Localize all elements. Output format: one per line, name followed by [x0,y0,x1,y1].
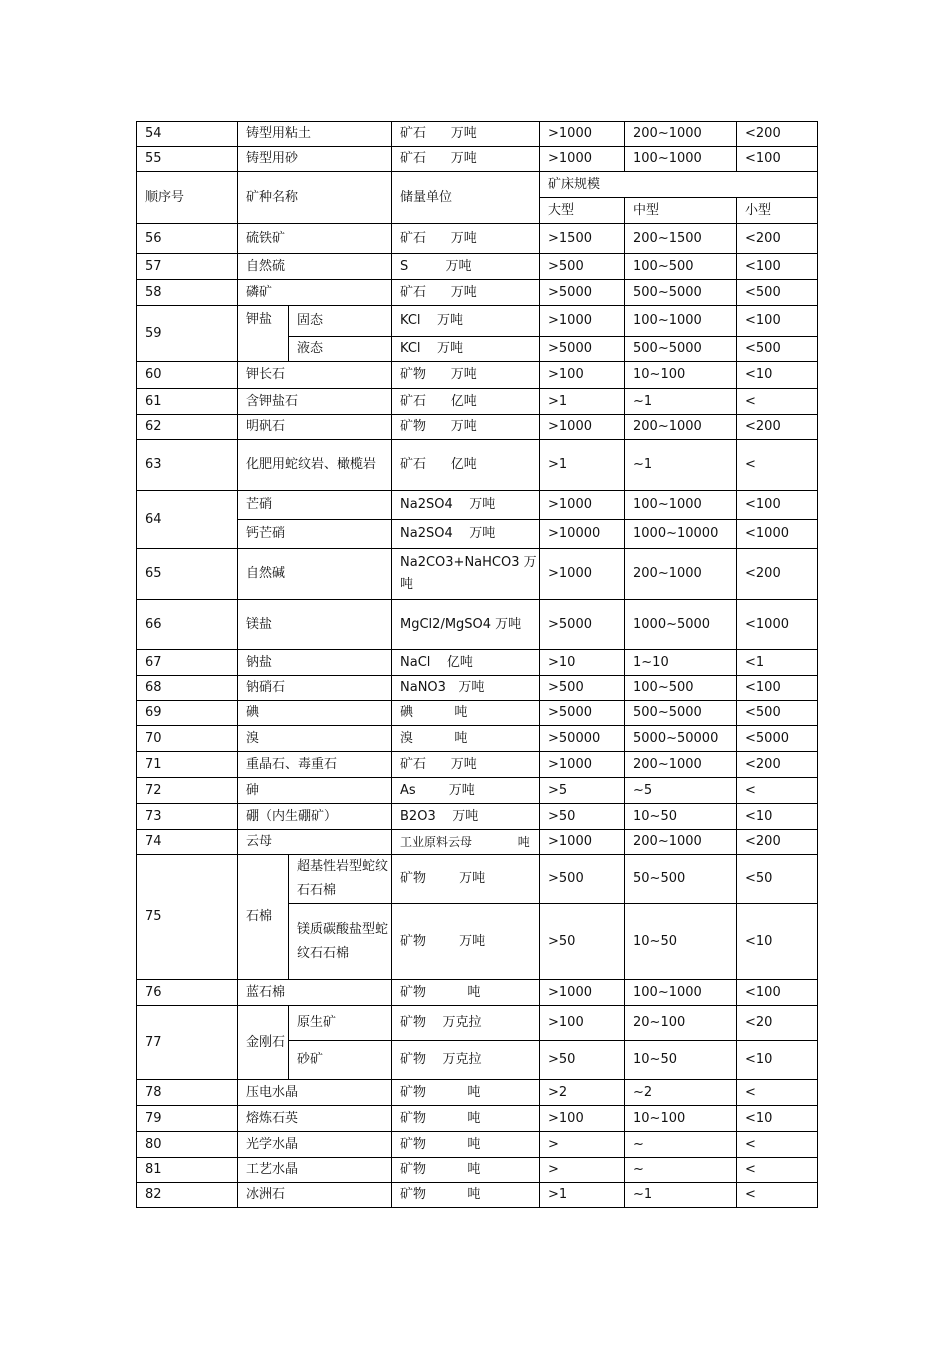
medium-cell: 200~1000 [625,122,737,147]
medium-cell: 5000~50000 [625,726,737,752]
large-cell: >500 [540,676,625,701]
mineral-name-cell: 金刚石 [238,1006,289,1080]
mineral-name-cell: 工艺水晶 [238,1158,392,1183]
large-cell: >500 [540,855,625,904]
unit-cell: Na2SO4 万吨 [392,491,540,520]
sub-type-cell: 砂矿 [289,1041,392,1080]
table-row [137,362,818,389]
table-row [137,224,818,254]
seq-cell: 66 [137,600,238,650]
large-cell: >1000 [540,752,625,778]
header-mineral-name: 矿种名称 [238,172,392,224]
small-cell: <10 [737,804,818,830]
large-cell: >50 [540,1041,625,1080]
unit-cell: 矿物 万吨 [392,904,540,980]
table-row [137,1006,818,1041]
mineral-name-cell: 钾盐 [238,306,289,362]
mineral-name-cell: 化肥用蛇纹岩、橄榄岩 [238,440,392,491]
table-row [137,389,818,415]
small-cell: < [737,440,818,491]
mineral-name-cell: 硼（内生硼矿） [238,804,392,830]
unit-cell: 溴 吨 [392,726,540,752]
table-row [137,778,818,804]
sub-type-cell: 超基性岩型蛇纹石石棉 [289,855,392,904]
large-cell: >1 [540,1183,625,1208]
large-cell: >50 [540,804,625,830]
medium-cell: ~1 [625,440,737,491]
small-cell: <500 [737,701,818,726]
large-cell: >10000 [540,520,625,549]
large-cell: >2 [540,1080,625,1106]
mineral-name-cell: 熔炼石英 [238,1106,392,1132]
table-row [137,726,818,752]
medium-cell: 1000~5000 [625,600,737,650]
seq-cell: 57 [137,254,238,280]
small-cell: <200 [737,549,818,600]
header-small: 小型 [737,198,818,224]
medium-cell: 500~5000 [625,280,737,306]
unit-cell: 矿物 吨 [392,1158,540,1183]
unit-cell: 矿石 亿吨 [392,440,540,491]
large-cell: >50 [540,904,625,980]
table-row [137,650,818,676]
sub-type-cell: 固态 [289,306,392,337]
mineral-name-cell: 蓝石棉 [238,980,392,1006]
small-cell: < [737,1183,818,1208]
medium-cell: 100~1000 [625,306,737,337]
large-cell: >1000 [540,147,625,172]
table-row [137,280,818,306]
medium-cell: ~1 [625,1183,737,1208]
medium-cell: 200~1000 [625,415,737,440]
table-row [137,701,818,726]
unit-cell: 矿物 吨 [392,1132,540,1158]
seq-cell: 74 [137,830,238,855]
small-cell: <200 [737,830,818,855]
table-row [137,147,818,172]
medium-cell: ~2 [625,1080,737,1106]
mineral-name-cell: 明矾石 [238,415,392,440]
seq-cell: 80 [137,1132,238,1158]
medium-cell: 100~500 [625,254,737,280]
large-cell: >50000 [540,726,625,752]
table-row [137,415,818,440]
table-row [137,830,818,855]
table-row [137,1132,818,1158]
sub-type-cell: 液态 [289,337,392,362]
large-cell: >5000 [540,701,625,726]
mineral-name-cell: 含钾盐石 [238,389,392,415]
unit-cell: 矿物 吨 [392,1183,540,1208]
mineral-name-cell: 云母 [238,830,392,855]
unit-cell: 矿物 万吨 [392,415,540,440]
small-cell: <100 [737,980,818,1006]
unit-cell: 矿石 万吨 [392,752,540,778]
small-cell: <200 [737,224,818,254]
small-cell: <200 [737,415,818,440]
small-cell: <50 [737,855,818,904]
large-cell: >1000 [540,415,625,440]
table-row [137,1158,818,1183]
mineral-name-cell: 芒硝 [238,491,392,520]
medium-cell: 200~1500 [625,224,737,254]
unit-cell: 矿石 亿吨 [392,389,540,415]
small-cell: < [737,1132,818,1158]
unit-cell: 矿物 万吨 [392,855,540,904]
unit-cell: 矿物 吨 [392,1080,540,1106]
small-cell: <200 [737,122,818,147]
medium-cell: 200~1000 [625,830,737,855]
unit-cell: 矿物 万克拉 [392,1041,540,1080]
seq-cell: 62 [137,415,238,440]
small-cell: <1 [737,650,818,676]
seq-cell: 69 [137,701,238,726]
header-row [137,172,818,198]
table-row [137,600,818,650]
sub-type-cell: 原生矿 [289,1006,392,1041]
medium-cell: 200~1000 [625,549,737,600]
medium-cell: ~ [625,1132,737,1158]
unit-cell: 矿石 万吨 [392,122,540,147]
large-cell: >1 [540,389,625,415]
medium-cell: 200~1000 [625,752,737,778]
small-cell: <100 [737,676,818,701]
medium-cell: 100~1000 [625,491,737,520]
small-cell: <1000 [737,520,818,549]
medium-cell: 10~100 [625,1106,737,1132]
seq-cell: 73 [137,804,238,830]
large-cell: >1000 [540,306,625,337]
mineral-name-cell: 磷矿 [238,280,392,306]
large-cell: >5000 [540,337,625,362]
header-unit: 储量单位 [392,172,540,224]
table-row [137,676,818,701]
mineral-name-cell: 重晶石、毒重石 [238,752,392,778]
medium-cell: 20~100 [625,1006,737,1041]
sub-type-cell: 镁质碳酸盐型蛇纹石石棉 [289,904,392,980]
medium-cell: 10~50 [625,804,737,830]
mineral-name-cell: 自然硫 [238,254,392,280]
table-row [137,1183,818,1208]
small-cell: <100 [737,306,818,337]
table-row [137,804,818,830]
mineral-scale-table [136,121,818,1208]
unit-cell: 矿物 万克拉 [392,1006,540,1041]
large-cell: >5000 [540,600,625,650]
large-cell: >100 [540,1006,625,1041]
unit-cell: B2O3 万吨 [392,804,540,830]
seq-cell: 61 [137,389,238,415]
seq-cell: 77 [137,1006,238,1080]
seq-cell: 76 [137,980,238,1006]
medium-cell: 100~1000 [625,147,737,172]
small-cell: < [737,778,818,804]
medium-cell: 1000~10000 [625,520,737,549]
medium-cell: 500~5000 [625,701,737,726]
mineral-name-cell: 硫铁矿 [238,224,392,254]
table-row [137,855,818,904]
unit-cell: KCl 万吨 [392,337,540,362]
seq-cell: 63 [137,440,238,491]
mineral-name-cell: 钙芒硝 [238,520,392,549]
unit-cell: As 万吨 [392,778,540,804]
large-cell: >5 [540,778,625,804]
seq-cell: 79 [137,1106,238,1132]
mineral-name-cell: 溴 [238,726,392,752]
table-row [137,491,818,520]
seq-cell: 72 [137,778,238,804]
unit-cell: 工业原料云母 吨 [392,830,540,855]
unit-cell: MgCl2/MgSO4 万吨 [392,600,540,650]
large-cell: >1000 [540,980,625,1006]
large-cell: > [540,1158,625,1183]
mineral-name-cell: 自然碱 [238,549,392,600]
medium-cell: 10~50 [625,1041,737,1080]
medium-cell: 100~1000 [625,980,737,1006]
unit-cell: 矿物 吨 [392,1106,540,1132]
unit-cell: S 万吨 [392,254,540,280]
small-cell: <100 [737,254,818,280]
large-cell: > [540,1132,625,1158]
small-cell: < [737,1158,818,1183]
mineral-name-cell: 砷 [238,778,392,804]
large-cell: >5000 [540,280,625,306]
seq-cell: 75 [137,855,238,980]
mineral-name-cell: 镁盐 [238,600,392,650]
small-cell: <500 [737,337,818,362]
seq-cell: 64 [137,491,238,549]
medium-cell: 1~10 [625,650,737,676]
unit-cell: 矿石 万吨 [392,224,540,254]
seq-cell: 71 [137,752,238,778]
unit-cell: 矿物 万吨 [392,362,540,389]
seq-cell: 54 [137,122,238,147]
unit-cell: 碘 吨 [392,701,540,726]
large-cell: >10 [540,650,625,676]
medium-cell: 10~100 [625,362,737,389]
small-cell: <100 [737,147,818,172]
table-row [137,306,818,337]
table-row [137,440,818,491]
header-large: 大型 [540,198,625,224]
mineral-name-cell: 钾长石 [238,362,392,389]
seq-cell: 55 [137,147,238,172]
header-deposit-scale: 矿床规模 [540,172,818,198]
medium-cell: ~5 [625,778,737,804]
small-cell: <100 [737,491,818,520]
seq-cell: 65 [137,549,238,600]
seq-cell: 81 [137,1158,238,1183]
seq-cell: 56 [137,224,238,254]
table-row [137,1080,818,1106]
seq-cell: 68 [137,676,238,701]
unit-cell: 矿物 吨 [392,980,540,1006]
small-cell: <500 [737,280,818,306]
large-cell: >100 [540,362,625,389]
small-cell: < [737,389,818,415]
mineral-name-cell: 冰洲石 [238,1183,392,1208]
mineral-name-cell: 压电水晶 [238,1080,392,1106]
seq-cell: 78 [137,1080,238,1106]
small-cell: <200 [737,752,818,778]
small-cell: <10 [737,1106,818,1132]
mineral-name-cell: 铸型用粘土 [238,122,392,147]
small-cell: <10 [737,904,818,980]
unit-cell: 矿石 万吨 [392,147,540,172]
small-cell: < [737,1080,818,1106]
unit-cell: 矿石 万吨 [392,280,540,306]
medium-cell: 50~500 [625,855,737,904]
mineral-name-cell: 钠硝石 [238,676,392,701]
large-cell: >100 [540,1106,625,1132]
seq-cell: 60 [137,362,238,389]
large-cell: >1000 [540,830,625,855]
table-row [137,122,818,147]
small-cell: <20 [737,1006,818,1041]
medium-cell: 10~50 [625,904,737,980]
seq-cell: 70 [137,726,238,752]
seq-cell: 58 [137,280,238,306]
seq-cell: 82 [137,1183,238,1208]
unit-cell: NaCl 亿吨 [392,650,540,676]
mineral-name-cell: 光学水晶 [238,1132,392,1158]
small-cell: <10 [737,1041,818,1080]
large-cell: >500 [540,254,625,280]
mineral-name-cell: 石棉 [238,855,289,980]
header-seq: 顺序号 [137,172,238,224]
unit-cell: Na2SO4 万吨 [392,520,540,549]
table-row [137,1106,818,1132]
large-cell: >1 [540,440,625,491]
table-row [137,752,818,778]
mineral-name-cell: 铸型用砂 [238,147,392,172]
medium-cell: ~1 [625,389,737,415]
large-cell: >1000 [540,122,625,147]
medium-cell: 500~5000 [625,337,737,362]
large-cell: >1000 [540,491,625,520]
medium-cell: 100~500 [625,676,737,701]
mineral-name-cell: 碘 [238,701,392,726]
small-cell: <5000 [737,726,818,752]
unit-cell: NaNO3 万吨 [392,676,540,701]
large-cell: >1000 [540,549,625,600]
unit-cell: KCl 万吨 [392,306,540,337]
small-cell: <1000 [737,600,818,650]
table-row [137,980,818,1006]
table-row [137,520,818,549]
mineral-name-cell: 钠盐 [238,650,392,676]
table-row [137,549,818,600]
medium-cell: ~ [625,1158,737,1183]
large-cell: >1500 [540,224,625,254]
unit-cell: Na2CO3+NaHCO3 万吨 [392,549,540,600]
header-medium: 中型 [625,198,737,224]
seq-cell: 67 [137,650,238,676]
table-row [137,254,818,280]
small-cell: <10 [737,362,818,389]
seq-cell: 59 [137,306,238,362]
